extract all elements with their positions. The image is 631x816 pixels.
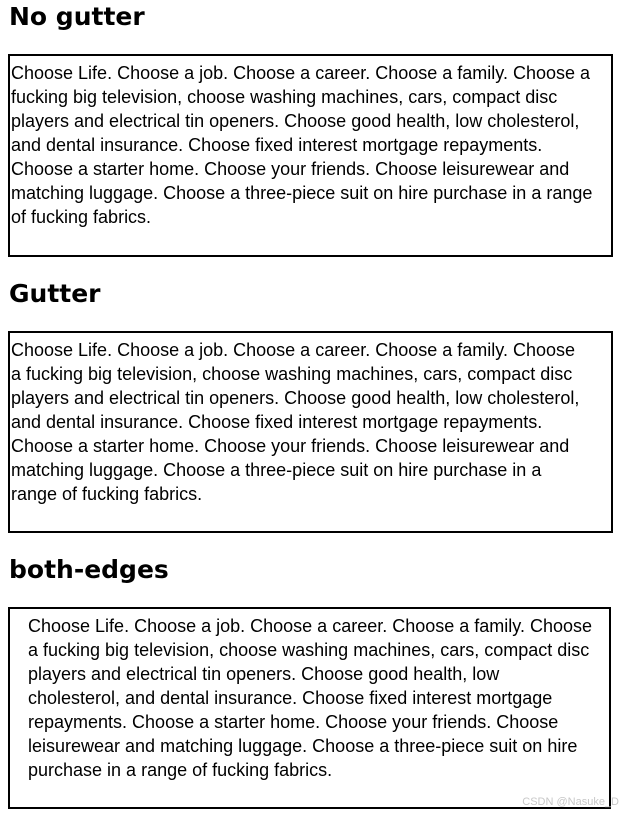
section-heading-no-gutter: No gutter (9, 2, 145, 31)
text-box-no-gutter (8, 54, 613, 257)
section-heading-gutter: Gutter (9, 279, 101, 308)
text-box-both-edges (8, 607, 611, 809)
section-heading-both-edges: both-edges (9, 555, 169, 584)
box-paragraph: Choose Life. Choose a job. Choose a career. Choose a family. Choose a fucking big television, choose washing machines, cars, compact disc players and electrical tin openers. Choose good health, low cholesterol, and dental insurance. Choose fixed interest mortgage repayments. Choose a starter home. Choose your friends. Choose leisurewear and matching luggage. Choose a three-piece suit on hire purchase in a range of fucking fabrics. (28, 616, 592, 780)
box-paragraph: Choose Life. Choose a job. Choose a career. Choose a family. Choose a fucking big television, choose washing machines, cars, compact disc players and electrical tin openers. Choose good health, low cholesterol, and dental insurance. Choose fixed interest mortgage repayments. Choose a starter home. Choose your friends. Choose leisurewear and matching luggage. Choose a three-piece suit on hire purchase in a range of fucking fabrics. (11, 63, 593, 227)
text-box-gutter (8, 331, 613, 533)
box-paragraph: Choose Life. Choose a job. Choose a career. Choose a family. Choose a fucking big television, choose washing machines, cars, compact disc players and electrical tin openers. Choose good health, low cholesterol, and dental insurance. Choose fixed interest mortgage repayments. Choose a starter home. Choose your friends. Choose leisurewear and matching luggage. Choose a three-piece suit on hire purchase in a range of fucking fabrics. (11, 340, 580, 504)
watermark: CSDN @Nasuke_D (522, 796, 619, 808)
